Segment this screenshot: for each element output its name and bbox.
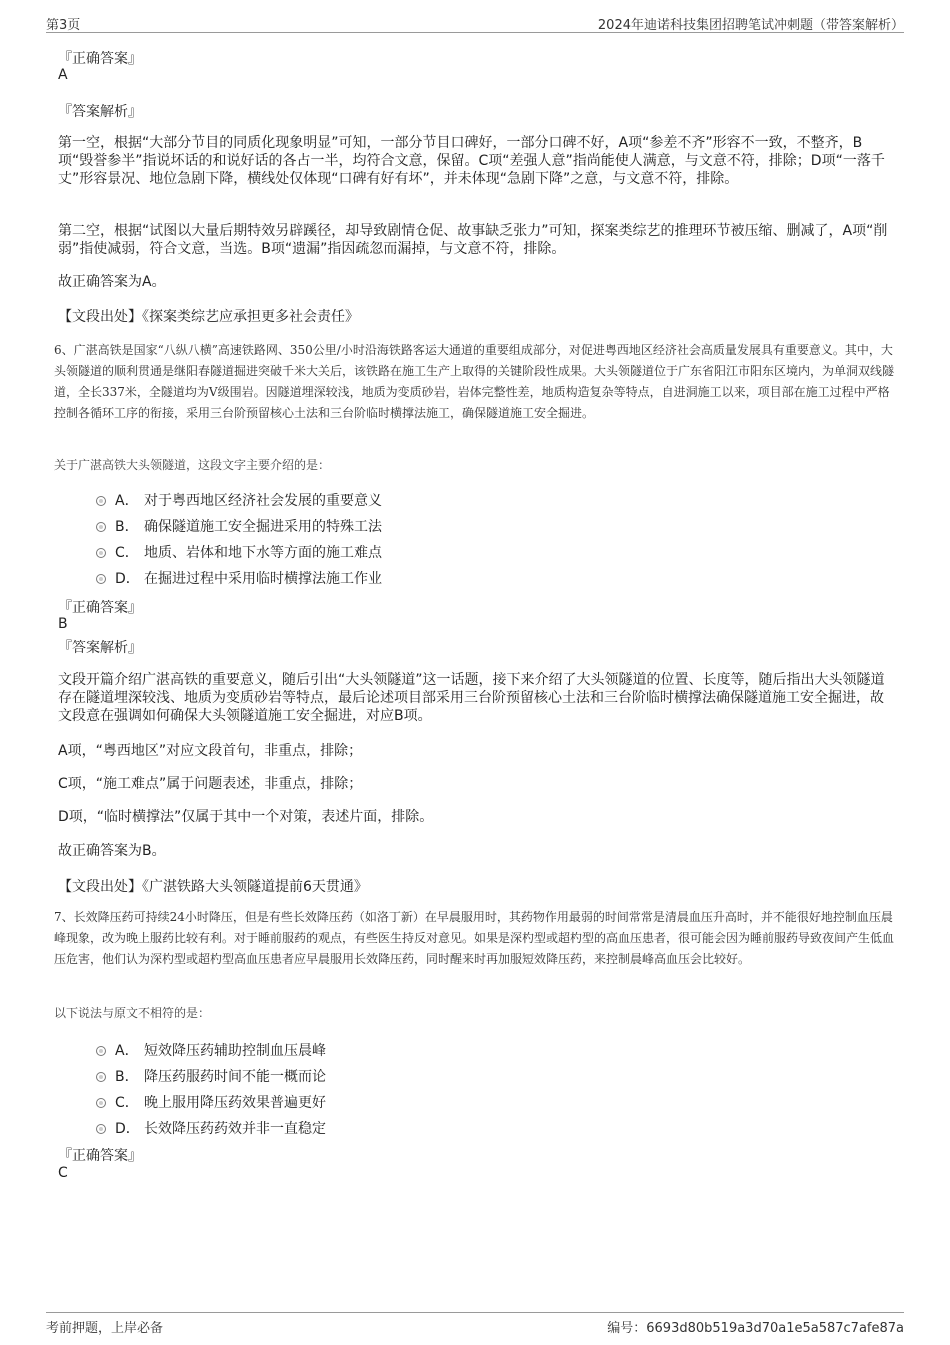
- source-title: 《广湛铁路大头领隧道提前6天贯通》: [142, 879, 368, 895]
- footer-slogan: 考前押题，上岸必备: [46, 1321, 164, 1336]
- analysis-conclusion: 故正确答案为A。: [58, 274, 166, 290]
- page-footer: [46, 1312, 904, 1337]
- correct-answer: A: [58, 67, 68, 83]
- analysis-item: C项，“施工难点”属于问题表述，非重点，排除；: [58, 776, 363, 792]
- option-key: D．: [115, 1121, 140, 1137]
- radio-button[interactable]: [96, 548, 106, 558]
- correct-answer: B: [58, 616, 68, 632]
- option-text: 地质、岩体和地下水等方面的施工难点: [144, 545, 382, 561]
- source-title: 《探案类综艺应承担更多社会责任》: [142, 309, 359, 325]
- analysis-paragraph: 第二空，根据“试图以大量后期特效另辟蹊径，却导致剧情仓促、故事缺乏张力”可知，探案类综艺的推理环节被压缩、删减了，A项“削弱”指使减弱，符合文意，当选。B项“遗漏”指因疏忽而漏掉，与文意不符，排除。: [58, 223, 888, 257]
- source-line: [58, 876, 368, 896]
- option-key: B．: [115, 1069, 139, 1085]
- correct-answer-label: 『正确答案』: [58, 51, 142, 67]
- question-text: 6、广湛高铁是国家“八纵八横”高速铁路网、350公里/小时沿海铁路客运大通道的重要组成部分，对促进粤西地区经济社会高质量发展具有重要意义。其中，大头领隧道的顺利贯通是继阳春隧道掘进突破千米大关后，该铁路在施工生产上取得的关键阶段性成果。大头领隧道位于广东省阳江市阳东区境内，为单洞双线隧道，全长337米，全隧道均为V级围岩。因隧道埋深较浅，地质为变质砂岩，岩体完整性差，地质构造复杂等特点，自进洞施工以来，项目部在施工过程中严格控制各循环工序的衔接，采用三台阶预留核心土法和三台阶临时横撑法施工，确保隧道施工安全掘进。: [54, 343, 895, 420]
- option-key: B．: [115, 519, 139, 535]
- radio-button[interactable]: [96, 522, 106, 532]
- radio-button[interactable]: [96, 1072, 106, 1082]
- analysis-label: 『答案解析』: [58, 104, 142, 120]
- option-text: 短效降压药辅助控制血压晨峰: [144, 1043, 326, 1059]
- correct-answer: C: [58, 1165, 68, 1181]
- source-line: [58, 306, 359, 326]
- document-title: 2024年迪诺科技集团招聘笔试冲刺题（带答案解析）: [597, 18, 904, 33]
- option-text: 长效降压药药效并非一直稳定: [144, 1121, 326, 1137]
- option-key: A．: [115, 1043, 139, 1059]
- option-key: C．: [115, 545, 139, 561]
- radio-button[interactable]: [96, 1098, 106, 1108]
- source-label: 【文段出处】: [58, 879, 142, 895]
- document-code: 编号：6693d80b519a3d70a1e5a587c7afe87a: [607, 1321, 904, 1336]
- analysis-item: A项，“粤西地区”对应文段首句，非重点，排除；: [58, 743, 363, 759]
- option-text: 确保隧道施工安全掘进采用的特殊工法: [144, 519, 382, 535]
- option-key: C．: [115, 1095, 139, 1111]
- option-text: 对于粤西地区经济社会发展的重要意义: [144, 493, 382, 509]
- radio-button[interactable]: [96, 574, 106, 584]
- option-text: 在掘进过程中采用临时横撑法施工作业: [144, 571, 382, 587]
- option-text: 晚上服用降压药效果普遍更好: [144, 1095, 326, 1111]
- analysis-paragraph: 文段开篇介绍广湛高铁的重要意义，随后引出“大头领隧道”这一话题，接下来介绍了大头领隧道的位置、长度等，随后指出大头领隧道存在隧道埋深较浅、地质为变质砂岩等特点，最后论述项目部采用三台阶预留核心土法和三台阶临时横撑法确保隧道施工安全掘进，故文段意在强调如何确保大头领隧道施工安全掘进，对应B项。: [58, 672, 885, 724]
- radio-button[interactable]: [96, 1124, 106, 1134]
- option-key: A．: [115, 493, 139, 509]
- analysis-item: D项，“临时横撑法”仅属于其中一个对策，表述片面，排除。: [58, 809, 434, 825]
- page-number: 第3页: [46, 18, 81, 33]
- radio-button[interactable]: [96, 496, 106, 506]
- option-key: D．: [115, 571, 140, 587]
- analysis-label: 『答案解析』: [58, 640, 142, 656]
- question-prompt: 以下说法与原文不相符的是：: [54, 1006, 211, 1020]
- option-text: 降压药服药时间不能一概而论: [144, 1069, 326, 1085]
- correct-answer-label: 『正确答案』: [58, 1148, 142, 1164]
- analysis-conclusion: 故正确答案为B。: [58, 843, 166, 859]
- radio-button[interactable]: [96, 1046, 106, 1056]
- page-header: [46, 12, 904, 33]
- analysis-paragraph: 第一空，根据“大部分节目的同质化现象明显”可知，一部分节目口碑好，一部分口碑不好，A项“参差不齐”形容不一致，不整齐，B项“毁誉参半”指说坏话的和说好话的各占一半，均符合文意，保留。C项“差强人意”指尚能使人满意，与文意不符，排除；D项“一落千丈”形容景况、地位急剧下降，横线处仅体现“口碑有好有坏”，并未体现“急剧下降”之意，与文意不符，排除。: [58, 135, 885, 187]
- source-label: 【文段出处】: [58, 309, 142, 325]
- correct-answer-label: 『正确答案』: [58, 600, 142, 616]
- question-prompt: 关于广湛高铁大头领隧道，这段文字主要介绍的是：: [54, 458, 331, 472]
- question-text: 7、长效降压药可持续24小时降压，但是有些长效降压药（如洛丁新）在早晨服用时，其药物作用最弱的时间常常是清晨血压升高时，并不能很好地控制血压晨峰现象，改为晚上服药比较有利。对于睡前服药的观点，有些医生持反对意见。如果是深杓型或超杓型的高血压患者，很可能会因为睡前服药导致夜间产生低血压危害，他们认为深杓型或超杓型高血压患者应早晨服用长效降压药，同时醒来时再加服短效降压药，来控制晨峰高血压会比较好。: [54, 910, 895, 966]
